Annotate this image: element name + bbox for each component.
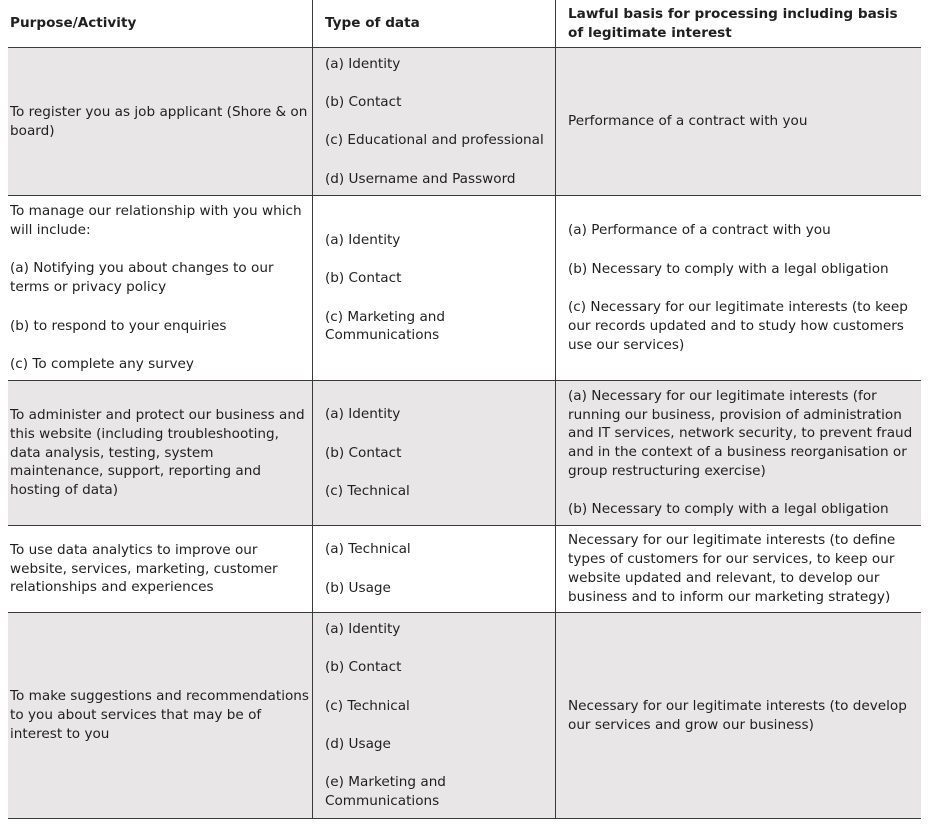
- table-row: [8, 48, 921, 196]
- type-item: (b) Contact: [325, 444, 402, 461]
- header-basis: [555, 0, 921, 47]
- purpose-text: To administer and protect our business and this website (including troubleshooting, data analysis, testing, system maintenance, support, reporting and hosting of data): [10, 407, 305, 499]
- basis-text: (a) Necessary for our legitimate interests (for running our business, provision of administration and IT services, network security, to prevent fraud and in the context of a business reorganisation or group restructuring exercise): [568, 387, 913, 479]
- type-item: (a) Identity: [325, 55, 401, 72]
- table-row: [8, 196, 921, 381]
- type-item: (a) Identity: [325, 620, 401, 637]
- type-item: (c) Technical: [325, 482, 410, 499]
- type-item: (a) Identity: [325, 406, 401, 423]
- type-item: (c) Educational and professional: [325, 132, 544, 149]
- basis-text: Necessary for our legitimate interests (to define types of customers for our services, to keep our website updated and relevant, to develop our business and to inform our marketing strategy): [568, 532, 896, 605]
- basis-text: (c) Necessary for our legitimate interests (to keep our records updated and to study how customers use our services): [568, 299, 908, 353]
- basis-text: (a) Performance of a contract with you: [568, 222, 831, 239]
- basis-cell: [555, 526, 921, 612]
- basis-cell: [555, 196, 921, 380]
- basis-text: Performance of a contract with you: [568, 113, 808, 130]
- table-row: [8, 613, 921, 819]
- purpose-text: (c) To complete any survey: [10, 355, 194, 372]
- type-item: (a) Identity: [325, 231, 401, 248]
- basis-text: Necessary for our legitimate interests (to develop our services and grow our business): [568, 697, 907, 733]
- type-item: (b) Contact: [325, 93, 402, 110]
- header-basis-text: Lawful basis for processing including basis of legitimate interest: [568, 5, 898, 41]
- type-item: (c) Technical: [325, 697, 410, 714]
- basis-cell: [555, 48, 921, 195]
- purpose-text: (a) Notifying you about changes to our terms or privacy policy: [10, 260, 274, 296]
- purpose-cell: [8, 48, 312, 195]
- type-item: (d) Usage: [325, 736, 391, 753]
- header-purpose-text: Purpose/Activity: [10, 15, 137, 32]
- type-item: (c) Marketing and Communications: [325, 308, 446, 344]
- table-row: [8, 381, 921, 526]
- purpose-text: To manage our relationship with you which will include:: [10, 203, 302, 239]
- purpose-text: To use data analytics to improve our website, services, marketing, customer relationships and experiences: [10, 541, 278, 596]
- type-cell: [312, 613, 555, 818]
- purpose-cell: [8, 381, 312, 525]
- purpose-cell: [8, 613, 312, 818]
- purpose-cell: [8, 196, 312, 380]
- purpose-text: To register you as job applicant (Shore & on board): [10, 103, 308, 139]
- type-item: (d) Username and Password: [325, 170, 516, 187]
- header-purpose: [8, 0, 312, 47]
- purpose-text: To make suggestions and recommendations to you about services that may be of interest to you: [10, 688, 310, 742]
- header-type-text: Type of data: [325, 15, 420, 32]
- type-item: (b) Contact: [325, 659, 402, 676]
- basis-cell: [555, 381, 921, 525]
- type-cell: [312, 381, 555, 525]
- purpose-text: (b) to respond to your enquiries: [10, 317, 227, 334]
- lawful-basis-table: [8, 0, 921, 819]
- type-cell: [312, 48, 555, 195]
- type-item: (b) Contact: [325, 270, 402, 287]
- type-item: (b) Usage: [325, 579, 391, 596]
- table-row: [8, 526, 921, 613]
- basis-text: (b) Necessary to comply with a legal obligation: [568, 501, 889, 518]
- table-header-row: [8, 0, 921, 48]
- type-item: (e) Marketing and Communications: [325, 774, 446, 810]
- header-type: [312, 0, 555, 47]
- type-cell: [312, 196, 555, 380]
- purpose-cell: [8, 526, 312, 612]
- basis-text: (b) Necessary to comply with a legal obligation: [568, 260, 889, 277]
- type-item: (a) Technical: [325, 541, 411, 558]
- basis-cell: [555, 613, 921, 818]
- type-cell: [312, 526, 555, 612]
